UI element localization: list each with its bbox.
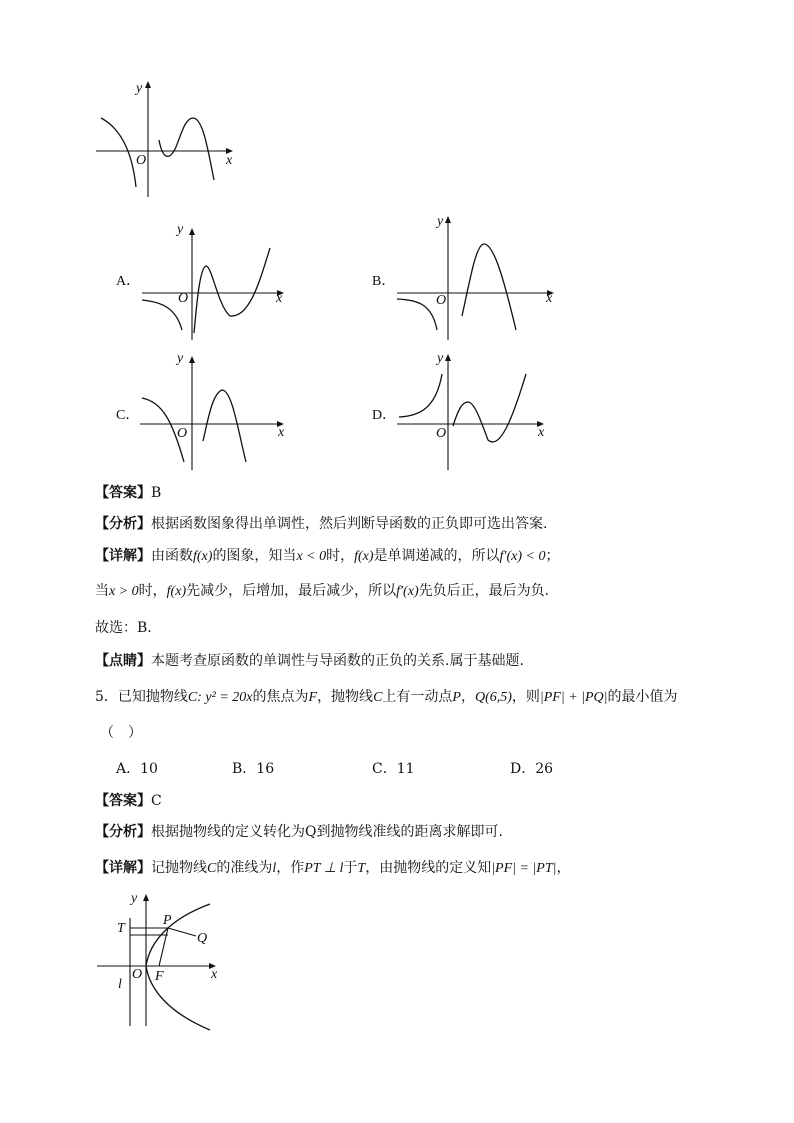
q4-detail-line1 — [95, 546, 559, 567]
detail-text: 是单调递减的，所以 — [373, 548, 500, 564]
math-F: F — [308, 690, 318, 705]
detail-text: 时， — [138, 583, 167, 599]
detail-text: ， — [556, 860, 571, 876]
detail-text: 由函数 — [151, 548, 193, 564]
option-c-label: C． — [116, 408, 140, 423]
math-fx: f(x) — [166, 584, 187, 599]
math-sum-expr: |PF| + |PQ| — [539, 690, 608, 705]
math-fx: f(x) — [193, 549, 213, 564]
graph-a-origin-label: O — [178, 291, 189, 306]
fig-T-label: T — [117, 921, 125, 936]
q4-answer — [95, 483, 161, 503]
answer-tag: 【答案】 — [95, 793, 151, 809]
math-T: T — [357, 861, 366, 876]
parabola-figure — [97, 891, 218, 1030]
option-a-label: A． — [116, 274, 141, 289]
q5-analysis — [95, 822, 503, 842]
q4-analysis — [95, 514, 547, 534]
graph-d-y-label: y — [437, 351, 444, 366]
q5-text: ， — [460, 689, 475, 705]
math-l: l — [272, 861, 277, 876]
detail-text: 的准线为 — [216, 860, 273, 876]
q5-text: ，则 — [511, 689, 540, 705]
graph-b-origin-label: O — [436, 293, 447, 308]
detail-text: ，作 — [276, 860, 305, 876]
fig-l-label: l — [118, 977, 122, 992]
detail-text: 于 — [343, 860, 358, 876]
analysis-text: 根据函数图象得出单调性，然后判断导函数的正负即可选出答案. — [151, 516, 548, 532]
q5-option-b: B．16 — [232, 761, 275, 777]
detail-text: 先负后正，最后为负. — [418, 583, 550, 599]
answer-tag: 【答案】 — [95, 485, 151, 501]
detail-text: 的图象，知当 — [212, 548, 297, 564]
analysis-text: 根据抛物线的定义转化为Q到抛物线准线的距离求解即可. — [151, 824, 503, 840]
answer-value: B — [151, 485, 162, 501]
graph-d-x-label: x — [538, 425, 545, 440]
detail-text: ； — [545, 548, 560, 564]
math-pf-eq-pt: |PF| = |PT| — [491, 861, 557, 876]
graph-option-c — [140, 351, 285, 470]
graph-main-x-label: x — [226, 153, 233, 168]
graph-main-y-label: y — [136, 81, 143, 96]
graph-b-y-label: y — [437, 214, 444, 229]
detail-text: ，由抛物线的定义知 — [365, 860, 492, 876]
q5-text: 5．已知抛物线 — [95, 689, 188, 705]
q5-detail — [95, 858, 571, 879]
fig-x-label: x — [211, 967, 218, 982]
graph-c-x-label: x — [278, 425, 285, 440]
fig-F-label: F — [155, 969, 164, 984]
q5-options — [0, 758, 794, 778]
detail-text: 先减少，后增加，最后减少，所以 — [186, 583, 397, 599]
math-C: C — [207, 861, 217, 876]
fig-y-label: y — [131, 891, 138, 906]
math-fprime: f′(x) — [396, 584, 419, 599]
math-x-neg: x < 0 — [296, 549, 327, 564]
option-b-label: B． — [372, 274, 396, 289]
detail-tag: 【详解】 — [95, 548, 151, 564]
graph-option-b — [397, 214, 554, 340]
fig-Q-label: Q — [197, 931, 208, 946]
q4-comment — [95, 651, 524, 671]
math-Q: Q(6,5) — [474, 690, 512, 705]
q5-stem — [95, 687, 678, 708]
comment-tag: 【点睛】 — [95, 653, 151, 669]
analysis-tag: 【分析】 — [95, 516, 151, 532]
analysis-tag: 【分析】 — [95, 824, 151, 840]
option-d-label: D． — [372, 408, 397, 423]
math-fprime-neg: f′(x) < 0 — [499, 549, 546, 564]
q4-choice: 故选：B. — [95, 620, 152, 636]
graph-a-x-label: x — [276, 291, 283, 306]
q5-text: ，抛物线 — [317, 689, 374, 705]
detail-tag: 【详解】 — [95, 860, 151, 876]
math-P: P — [452, 690, 461, 705]
graph-c-y-label: y — [177, 351, 184, 366]
graph-option-a — [142, 222, 284, 340]
comment-text: 本题考查原函数的单调性与导函数的正负的关系.属于基础题. — [151, 653, 524, 669]
q5-option-d: D．26 — [510, 761, 554, 777]
q5-text: 上有一动点 — [382, 689, 453, 705]
graph-main — [96, 81, 233, 197]
fig-P-label: P — [163, 913, 172, 928]
fig-origin-label: O — [132, 967, 143, 982]
q5-answer — [95, 791, 162, 811]
math-perp: PT ⊥ l — [304, 861, 344, 876]
math-fx: f(x) — [354, 549, 374, 564]
detail-text: 当 — [95, 583, 109, 599]
q4-detail-line2 — [95, 581, 549, 602]
graph-b-x-label: x — [546, 291, 553, 306]
q5-text: 的最小值为 — [607, 689, 678, 705]
math-parabola-eq: C: y² = 20x — [187, 690, 253, 705]
graph-d-origin-label: O — [436, 426, 447, 441]
math-C: C — [373, 690, 383, 705]
q5-text: 的焦点为 — [252, 689, 309, 705]
q5-option-c: C．11 — [372, 761, 415, 777]
graph-c-origin-label: O — [177, 426, 188, 441]
graph-a-y-label: y — [177, 222, 184, 237]
q5-option-a: A．10 — [116, 761, 158, 777]
detail-text: 时， — [326, 548, 355, 564]
detail-text: 记抛物线 — [151, 860, 207, 876]
q5-paren: （ ） — [100, 725, 142, 741]
answer-value: C — [151, 793, 162, 809]
graph-option-d — [397, 351, 545, 470]
graph-main-origin-label: O — [136, 153, 147, 168]
math-x-pos: x > 0 — [109, 584, 139, 599]
